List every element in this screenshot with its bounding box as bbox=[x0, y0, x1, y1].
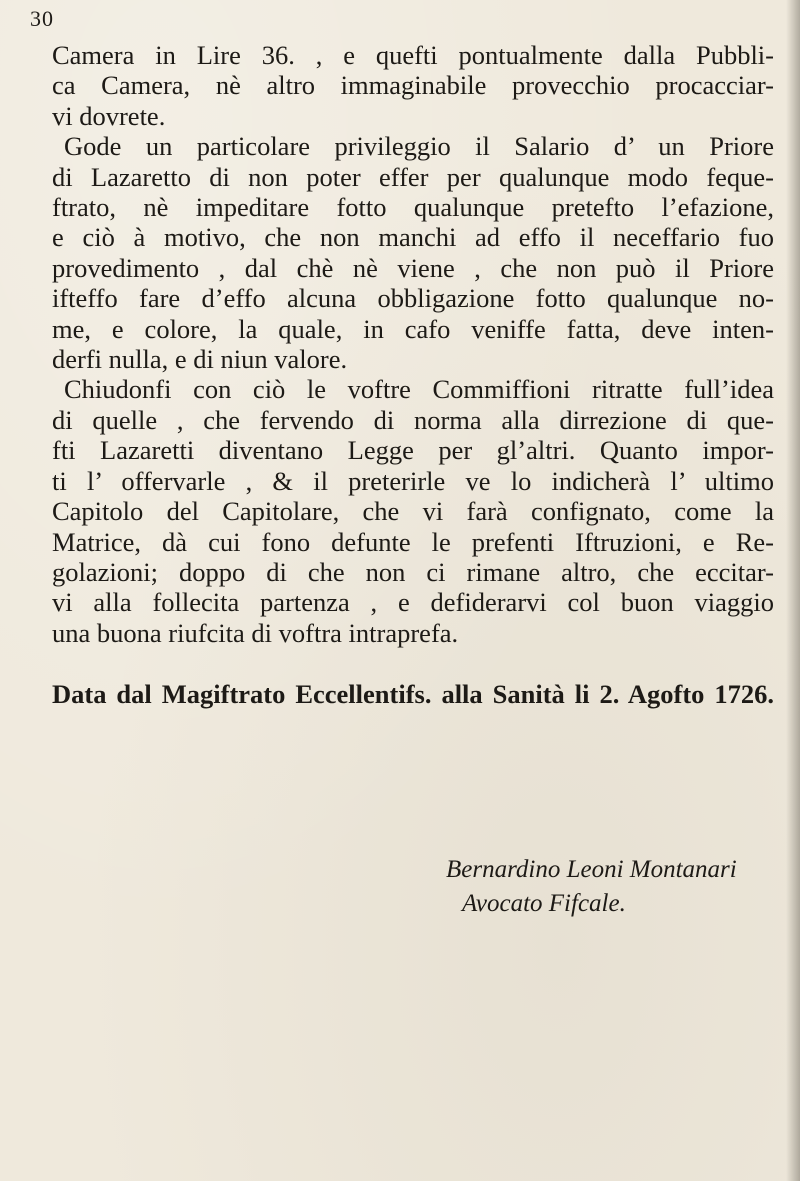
text-line: Capitolo del Capitolare, che vi farà confignato, come la bbox=[52, 496, 774, 527]
text-line: fti Lazaretti diventano Legge per gl’altri. Quanto impor- bbox=[52, 435, 774, 466]
signature-title: Avocato Fifcale. bbox=[462, 890, 626, 917]
text-line: vi dovrete. bbox=[52, 100, 166, 131]
signature-name: Bernardino Leoni Montanari bbox=[446, 856, 737, 883]
dateline: Data dal Magiftrato Eccellentifs. alla Sanità li 2. Agofto 1726. bbox=[52, 679, 774, 709]
text-line: ti l’ offervarle , & il preterirle ve lo indicherà l’ ultimo bbox=[52, 465, 774, 496]
page-number: 30 bbox=[30, 6, 54, 31]
text-line: Camera in Lire 36. , e quefti pontualmente dalla Pubbli- bbox=[52, 40, 774, 70]
text-line: e ciò à motivo, che non manchi ad effo il neceffario fuo bbox=[52, 222, 774, 253]
text-line: golazioni; doppo di che non ci rimane altro, che eccitar- bbox=[52, 556, 774, 587]
text-line: una buona riufcita di voftra intraprefa. bbox=[52, 617, 459, 648]
body-text bbox=[52, 40, 774, 648]
text-line: Chiudonfi con ciò le voftre Commiffioni ritratte full’idea bbox=[64, 374, 774, 405]
text-line: vi alla follecita partenza , e defiderarvi col buon viaggio bbox=[52, 587, 774, 618]
text-line: Matrice, dà cui fono defunte le prefenti Iftruzioni, e Re- bbox=[52, 526, 774, 557]
page-edge-shadow bbox=[786, 0, 800, 1181]
text-line: di quelle , che fervendo di norma alla dirrezione di que- bbox=[52, 404, 774, 435]
text-line: di Lazaretto di non poter effer per qualunque modo feque- bbox=[52, 161, 774, 192]
text-line: Gode un particolare privileggio il Salario d’ un Priore bbox=[64, 131, 774, 162]
text-line: derfi nulla, e di niun valore. bbox=[52, 344, 348, 375]
signature-block bbox=[446, 853, 737, 921]
text-line: ifteffo fare d’effo alcuna obbligazione fotto qualunque no- bbox=[52, 283, 774, 314]
text-line: me, e colore, la quale, in cafo veniffe fatta, deve inten- bbox=[52, 313, 774, 344]
text-line: provedimento , dal chè nè viene , che non può il Priore bbox=[52, 252, 774, 283]
text-line: ca Camera, nè altro immaginabile provecchio procacciar- bbox=[52, 70, 774, 101]
text-line: ftrato, nè impeditare fotto qualunque pretefto l’efazione, bbox=[52, 192, 774, 223]
